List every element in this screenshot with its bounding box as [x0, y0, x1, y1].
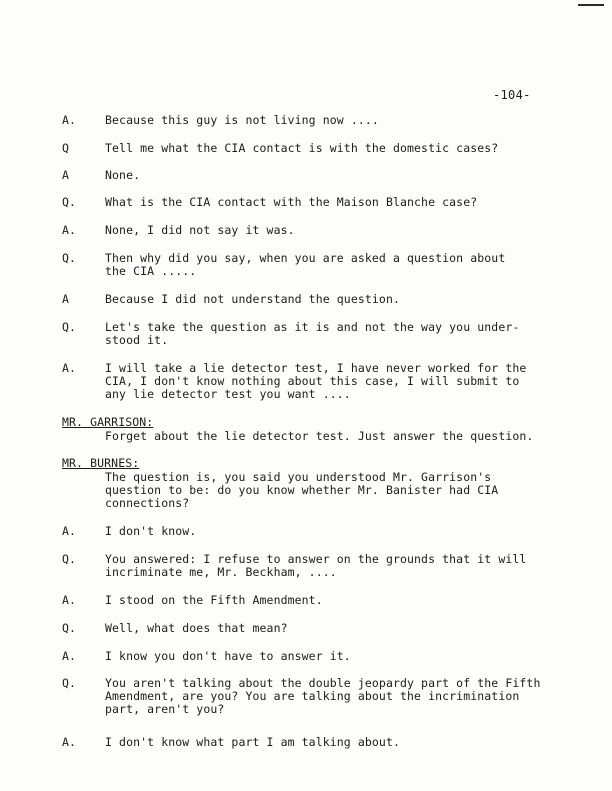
testimony-line: Forget about the lie detector test. Just answer the question. [105, 429, 534, 443]
testimony-line: I stood on the Fifth Amendment. [105, 593, 323, 607]
testimony-line: any lie detector test you want .... [105, 387, 351, 401]
testimony-line: None, I did not say it was. [105, 223, 295, 237]
speaker-label: Q [62, 141, 70, 155]
speaker-label: A. [62, 113, 77, 127]
testimony-line: Amendment, are you? You are talking about the incrimination [105, 689, 520, 703]
speaker-label: Q. [62, 621, 77, 635]
testimony-line: part, aren't you? [105, 702, 225, 716]
testimony-line: Because this guy is not living now .... [105, 113, 379, 127]
testimony-line: Tell me what the CIA contact is with the domestic cases? [105, 141, 499, 155]
speaker-label: A. [62, 223, 77, 237]
testimony-line: stood it. [105, 333, 169, 347]
speaker-label: Q. [62, 676, 77, 690]
testimony-line: You answered: I refuse to answer on the grounds that it will [105, 552, 527, 566]
speaker-label: Q. [62, 251, 77, 265]
testimony-line: CIA, I don't know nothing about this case, I will submit to [105, 374, 520, 388]
testimony-line: question to be: do you know whether Mr. Banister had CIA [105, 483, 499, 497]
speaker-label: A. [62, 735, 77, 749]
testimony-line: I know you don't have to answer it. [105, 649, 351, 663]
testimony-line: Because I did not understand the question. [105, 292, 400, 306]
speaker-label: A [62, 292, 70, 306]
testimony-line: I will take a lie detector test, I have never worked for the [105, 361, 527, 375]
speaker-label: A. [62, 649, 77, 663]
testimony-line: Well, what does that mean? [105, 621, 288, 635]
page-number: -104- [493, 88, 531, 102]
speaker-label: Q. [62, 552, 77, 566]
speaker-label: Q. [62, 195, 77, 209]
speaker-heading: MR. GARRISON: [62, 415, 154, 429]
testimony-line: What is the CIA contact with the Maison Blanche case? [105, 195, 478, 209]
testimony-line: incriminate me, Mr. Beckham, .... [105, 565, 337, 579]
speaker-label: A. [62, 593, 77, 607]
speaker-label: A. [62, 524, 77, 538]
testimony-line: Then why did you say, when you are asked a question about [105, 251, 506, 265]
speaker-heading: MR. BURNES: [62, 456, 140, 470]
speaker-label: A. [62, 361, 77, 375]
testimony-line: I don't know what part I am talking about. [105, 735, 400, 749]
testimony-line: You aren't talking about the double jeopardy part of the Fifth [105, 676, 541, 690]
testimony-line: the CIA ..... [105, 264, 197, 278]
testimony-line: The question is, you said you understood Mr. Garrison's [105, 470, 492, 484]
testimony-line: I don't know. [105, 524, 197, 538]
testimony-line: connections? [105, 496, 190, 510]
margin-mark [578, 4, 604, 6]
testimony-line: None. [105, 168, 141, 182]
speaker-label: A [62, 168, 70, 182]
testimony-line: Let's take the question as it is and not the way you under- [105, 320, 520, 334]
speaker-label: Q. [62, 320, 77, 334]
